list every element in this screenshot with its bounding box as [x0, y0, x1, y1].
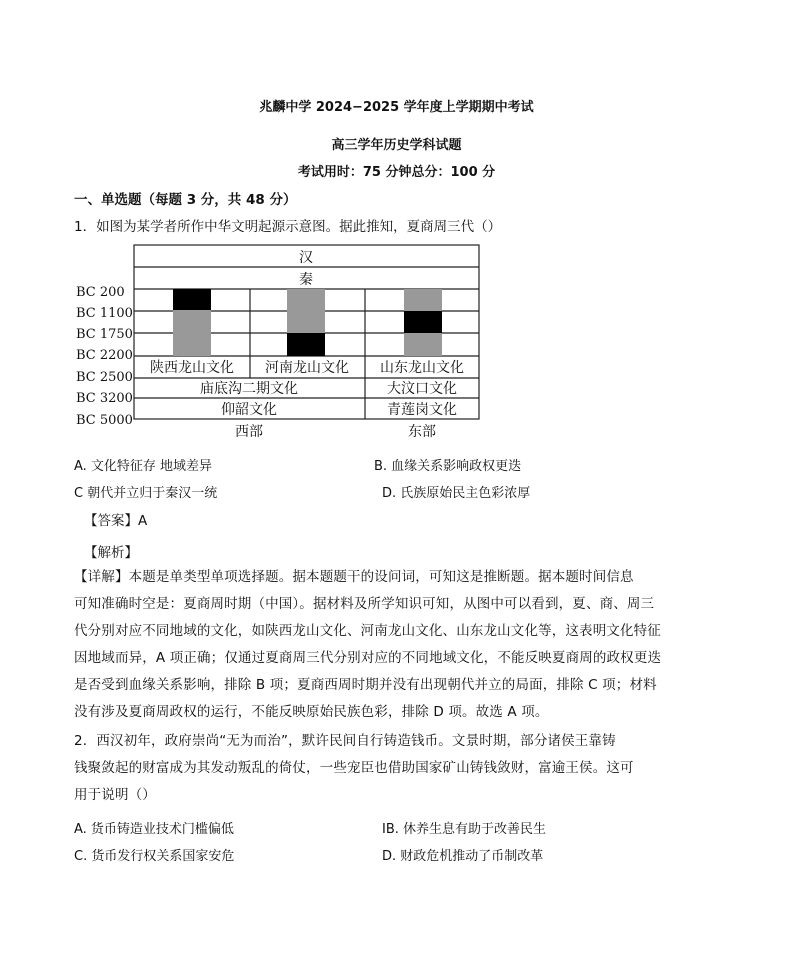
bar-shaanxi-gray [173, 310, 211, 356]
year-label: BC 1750 [76, 327, 133, 342]
bar-henan-gray [287, 289, 325, 333]
q1-detail-explanation [74, 564, 674, 726]
exam-title: 兆麟中学 2024−2025 学年度上学期期中考试 [259, 100, 534, 115]
year-label: BC 2200 [76, 348, 133, 363]
detail-line: 是否受到血缘关系影响，排除 B 项；夏商西周时期并没有出现朝代并立的局面，排除 C 项；材料 [74, 677, 657, 693]
question-1-stem: 1．如图为某学者所作中华文明起源示意图。据此推知，夏商周三代（） [74, 219, 502, 235]
q1-option-a: A. 文化特征存 地域差异 [74, 459, 213, 474]
q2-option-c: C. 货币发行权关系国家安危 [74, 849, 235, 864]
bar-shandong-black [404, 311, 442, 333]
q1-analysis-label: 【解析】 [84, 545, 138, 561]
year-label: BC 2500 [76, 370, 133, 385]
question-2-stem [74, 728, 674, 809]
exam-info: 考试用时：75 分钟总分：100 分 [297, 165, 496, 180]
culture-label: 庙底沟二期文化 [200, 381, 298, 397]
dynasty-label-qin: 秦 [299, 272, 313, 288]
year-label: BC 200 [76, 285, 125, 300]
bar-shandong-gray-bottom [404, 333, 442, 356]
detail-line: 没有涉及夏商周政权的运行，不能反映原始民族色彩，排除 D 项。故选 A 项。 [74, 704, 549, 720]
q2-option-b: IB. 休养生息有助于改善民生 [382, 822, 547, 837]
year-label: BC 3200 [76, 391, 133, 406]
stem-line: 2．西汉初年，政府崇尚“无为而治”，默许民间自行铸造钱币。文景时期，部分诸侯王靠铸 [74, 733, 616, 749]
q1-answer: 【答案】A [84, 513, 148, 529]
region-label-east: 东部 [408, 424, 436, 440]
culture-label: 陕西龙山文化 [150, 360, 234, 376]
culture-label: 大汶口文化 [387, 381, 457, 397]
culture-label: 河南龙山文化 [265, 360, 349, 376]
year-label: BC 1100 [76, 306, 133, 321]
q1-option-d: D. 氏族原始民主色彩浓厚 [382, 486, 531, 501]
detail-line: 【详解】本题是单类型单项选择题。据本题题干的设问词，可知这是推断题。据本题时间信息 [74, 569, 634, 585]
detail-line: 代分别对应不同地域的文化，如陕西龙山文化、河南龙山文化、山东龙山文化等，这表明文化特征 [74, 623, 661, 639]
q2-option-a: A. 货币铸造业技术门槛偏低 [74, 822, 234, 837]
detail-line: 可知准确时空是：夏商周时期（中国）。据材料及所学知识可知，从图中可以看到，夏、商、周三 [74, 596, 655, 612]
q2-option-d: D. 财政危机推动了币制改革 [382, 849, 544, 864]
bar-shandong-gray-top [404, 289, 442, 311]
bar-henan-black [287, 333, 325, 356]
culture-label: 青莲岗文化 [387, 402, 457, 418]
year-label: BC 5000 [76, 413, 133, 428]
culture-label: 山东龙山文化 [380, 360, 464, 376]
stem-line: 钱聚敛起的财富成为其发动叛乱的倚仗，一些宠臣也借助国家矿山铸钱敛财，富逾王侯。这可 [74, 760, 634, 776]
culture-label: 仰韶文化 [221, 402, 277, 418]
bar-shaanxi-black [173, 289, 211, 310]
q1-option-b: B. 血缘关系影响政权更迭 [374, 459, 522, 474]
dynasty-label-han: 汉 [299, 250, 313, 266]
region-label-west: 西部 [235, 424, 263, 440]
civilization-origin-diagram [72, 243, 484, 441]
stem-line: 用于说明（） [74, 787, 156, 803]
detail-line: 因地域而异，A 项正确；仅通过夏商周三代分别对应的不同地域文化，不能反映夏商周的政权更迭 [74, 650, 662, 666]
exam-subtitle: 高三学年历史学科试题 [331, 138, 462, 153]
q1-option-c: C 朝代并立归于秦汉一统 [74, 486, 218, 501]
section-heading: 一、单选题（每题 3 分，共 48 分） [74, 192, 297, 208]
